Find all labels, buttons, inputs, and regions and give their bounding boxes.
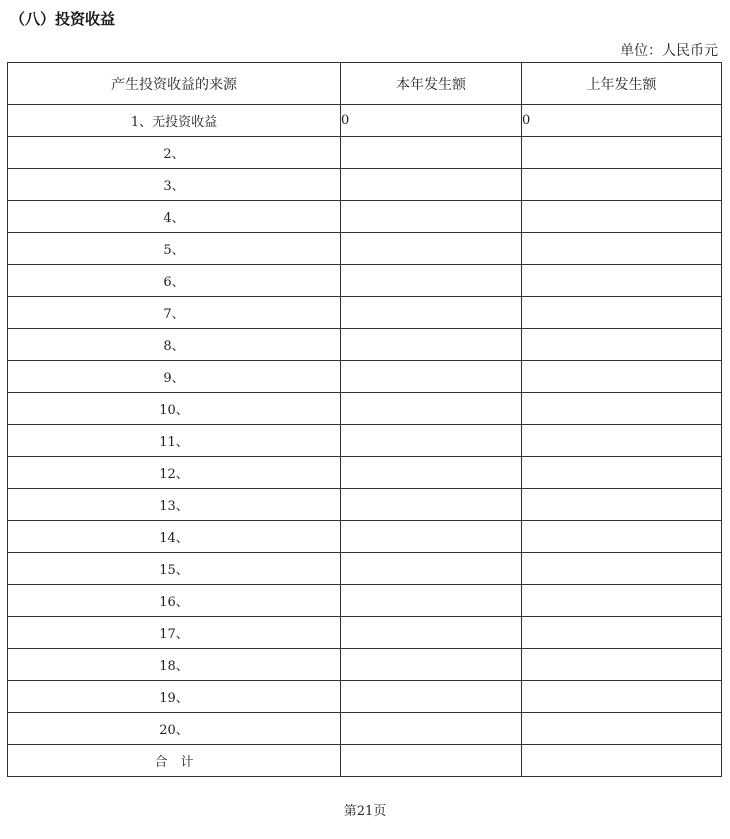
row-current-year-amount: [341, 681, 522, 713]
row-current-year-amount: [341, 297, 522, 329]
table-row: [8, 745, 722, 777]
table-header-row: [8, 63, 722, 105]
row-prior-year-amount: [522, 489, 722, 521]
table-row: [8, 553, 722, 585]
row-source: 15、: [8, 553, 341, 585]
row-source: 6、: [8, 265, 341, 297]
row-prior-year-amount: [522, 585, 722, 617]
row-prior-year-amount: [522, 265, 722, 297]
page-number: 第21页: [343, 804, 387, 819]
row-source: 20、: [8, 713, 341, 745]
row-source: 3、: [8, 169, 341, 201]
header-source: 产生投资收益的来源: [8, 63, 341, 105]
row-prior-year-amount: [522, 201, 722, 233]
header-prior-year: 上年发生额: [522, 63, 722, 105]
row-current-year-amount: [341, 457, 522, 489]
row-prior-year-amount: [522, 393, 722, 425]
row-source: 2、: [8, 137, 341, 169]
row-prior-year-amount: [522, 425, 722, 457]
investment-income-table: [7, 62, 722, 777]
row-source: 8、: [8, 329, 341, 361]
row-current-year-amount: 0: [341, 105, 522, 137]
row-current-year-amount: [341, 265, 522, 297]
table-row: [8, 617, 722, 649]
row-source: 1、无投资收益: [8, 105, 341, 137]
currency-unit: 单位：人民币元: [620, 43, 718, 59]
row-source: 12、: [8, 457, 341, 489]
table-row: [8, 457, 722, 489]
table-body: [8, 105, 722, 777]
row-prior-year-amount: [522, 361, 722, 393]
row-current-year-amount: [341, 489, 522, 521]
row-source: 9、: [8, 361, 341, 393]
table-row: [8, 233, 722, 265]
table-row: [8, 521, 722, 553]
row-prior-year-amount: [522, 233, 722, 265]
row-source: 10、: [8, 393, 341, 425]
row-current-year-amount: [341, 745, 522, 777]
row-current-year-amount: [341, 169, 522, 201]
row-current-year-amount: [341, 361, 522, 393]
table-row: [8, 137, 722, 169]
row-prior-year-amount: 0: [522, 105, 722, 137]
row-current-year-amount: [341, 649, 522, 681]
row-source: 7、: [8, 297, 341, 329]
table-row: [8, 649, 722, 681]
row-prior-year-amount: [522, 681, 722, 713]
table-row: [8, 585, 722, 617]
row-current-year-amount: [341, 617, 522, 649]
section-title: （八）投资收益: [10, 10, 116, 28]
row-prior-year-amount: [522, 169, 722, 201]
row-current-year-amount: [341, 329, 522, 361]
row-current-year-amount: [341, 585, 522, 617]
row-source: 17、: [8, 617, 341, 649]
row-prior-year-amount: [522, 457, 722, 489]
row-prior-year-amount: [522, 649, 722, 681]
row-current-year-amount: [341, 553, 522, 585]
row-prior-year-amount: [522, 137, 722, 169]
table-row: [8, 489, 722, 521]
row-current-year-amount: [341, 713, 522, 745]
table-row: [8, 713, 722, 745]
row-prior-year-amount: [522, 617, 722, 649]
row-current-year-amount: [341, 233, 522, 265]
row-current-year-amount: [341, 521, 522, 553]
table-row: [8, 105, 722, 137]
row-current-year-amount: [341, 425, 522, 457]
row-source: 11、: [8, 425, 341, 457]
row-source: 14、: [8, 521, 341, 553]
row-current-year-amount: [341, 201, 522, 233]
table-row: [8, 329, 722, 361]
row-prior-year-amount: [522, 745, 722, 777]
table-row: [8, 297, 722, 329]
row-source: 16、: [8, 585, 341, 617]
table-row: [8, 425, 722, 457]
table-row: [8, 265, 722, 297]
table-row: [8, 681, 722, 713]
row-source: 19、: [8, 681, 341, 713]
table-row: [8, 169, 722, 201]
row-prior-year-amount: [522, 297, 722, 329]
table-row: [8, 361, 722, 393]
row-source: 18、: [8, 649, 341, 681]
row-source: 4、: [8, 201, 341, 233]
row-prior-year-amount: [522, 553, 722, 585]
row-source: 合 计: [8, 745, 341, 777]
row-source: 13、: [8, 489, 341, 521]
table-row: [8, 201, 722, 233]
row-current-year-amount: [341, 393, 522, 425]
row-current-year-amount: [341, 137, 522, 169]
table-row: [8, 393, 722, 425]
row-prior-year-amount: [522, 713, 722, 745]
row-source: 5、: [8, 233, 341, 265]
header-current-year: 本年发生额: [341, 63, 522, 105]
row-prior-year-amount: [522, 329, 722, 361]
row-prior-year-amount: [522, 521, 722, 553]
